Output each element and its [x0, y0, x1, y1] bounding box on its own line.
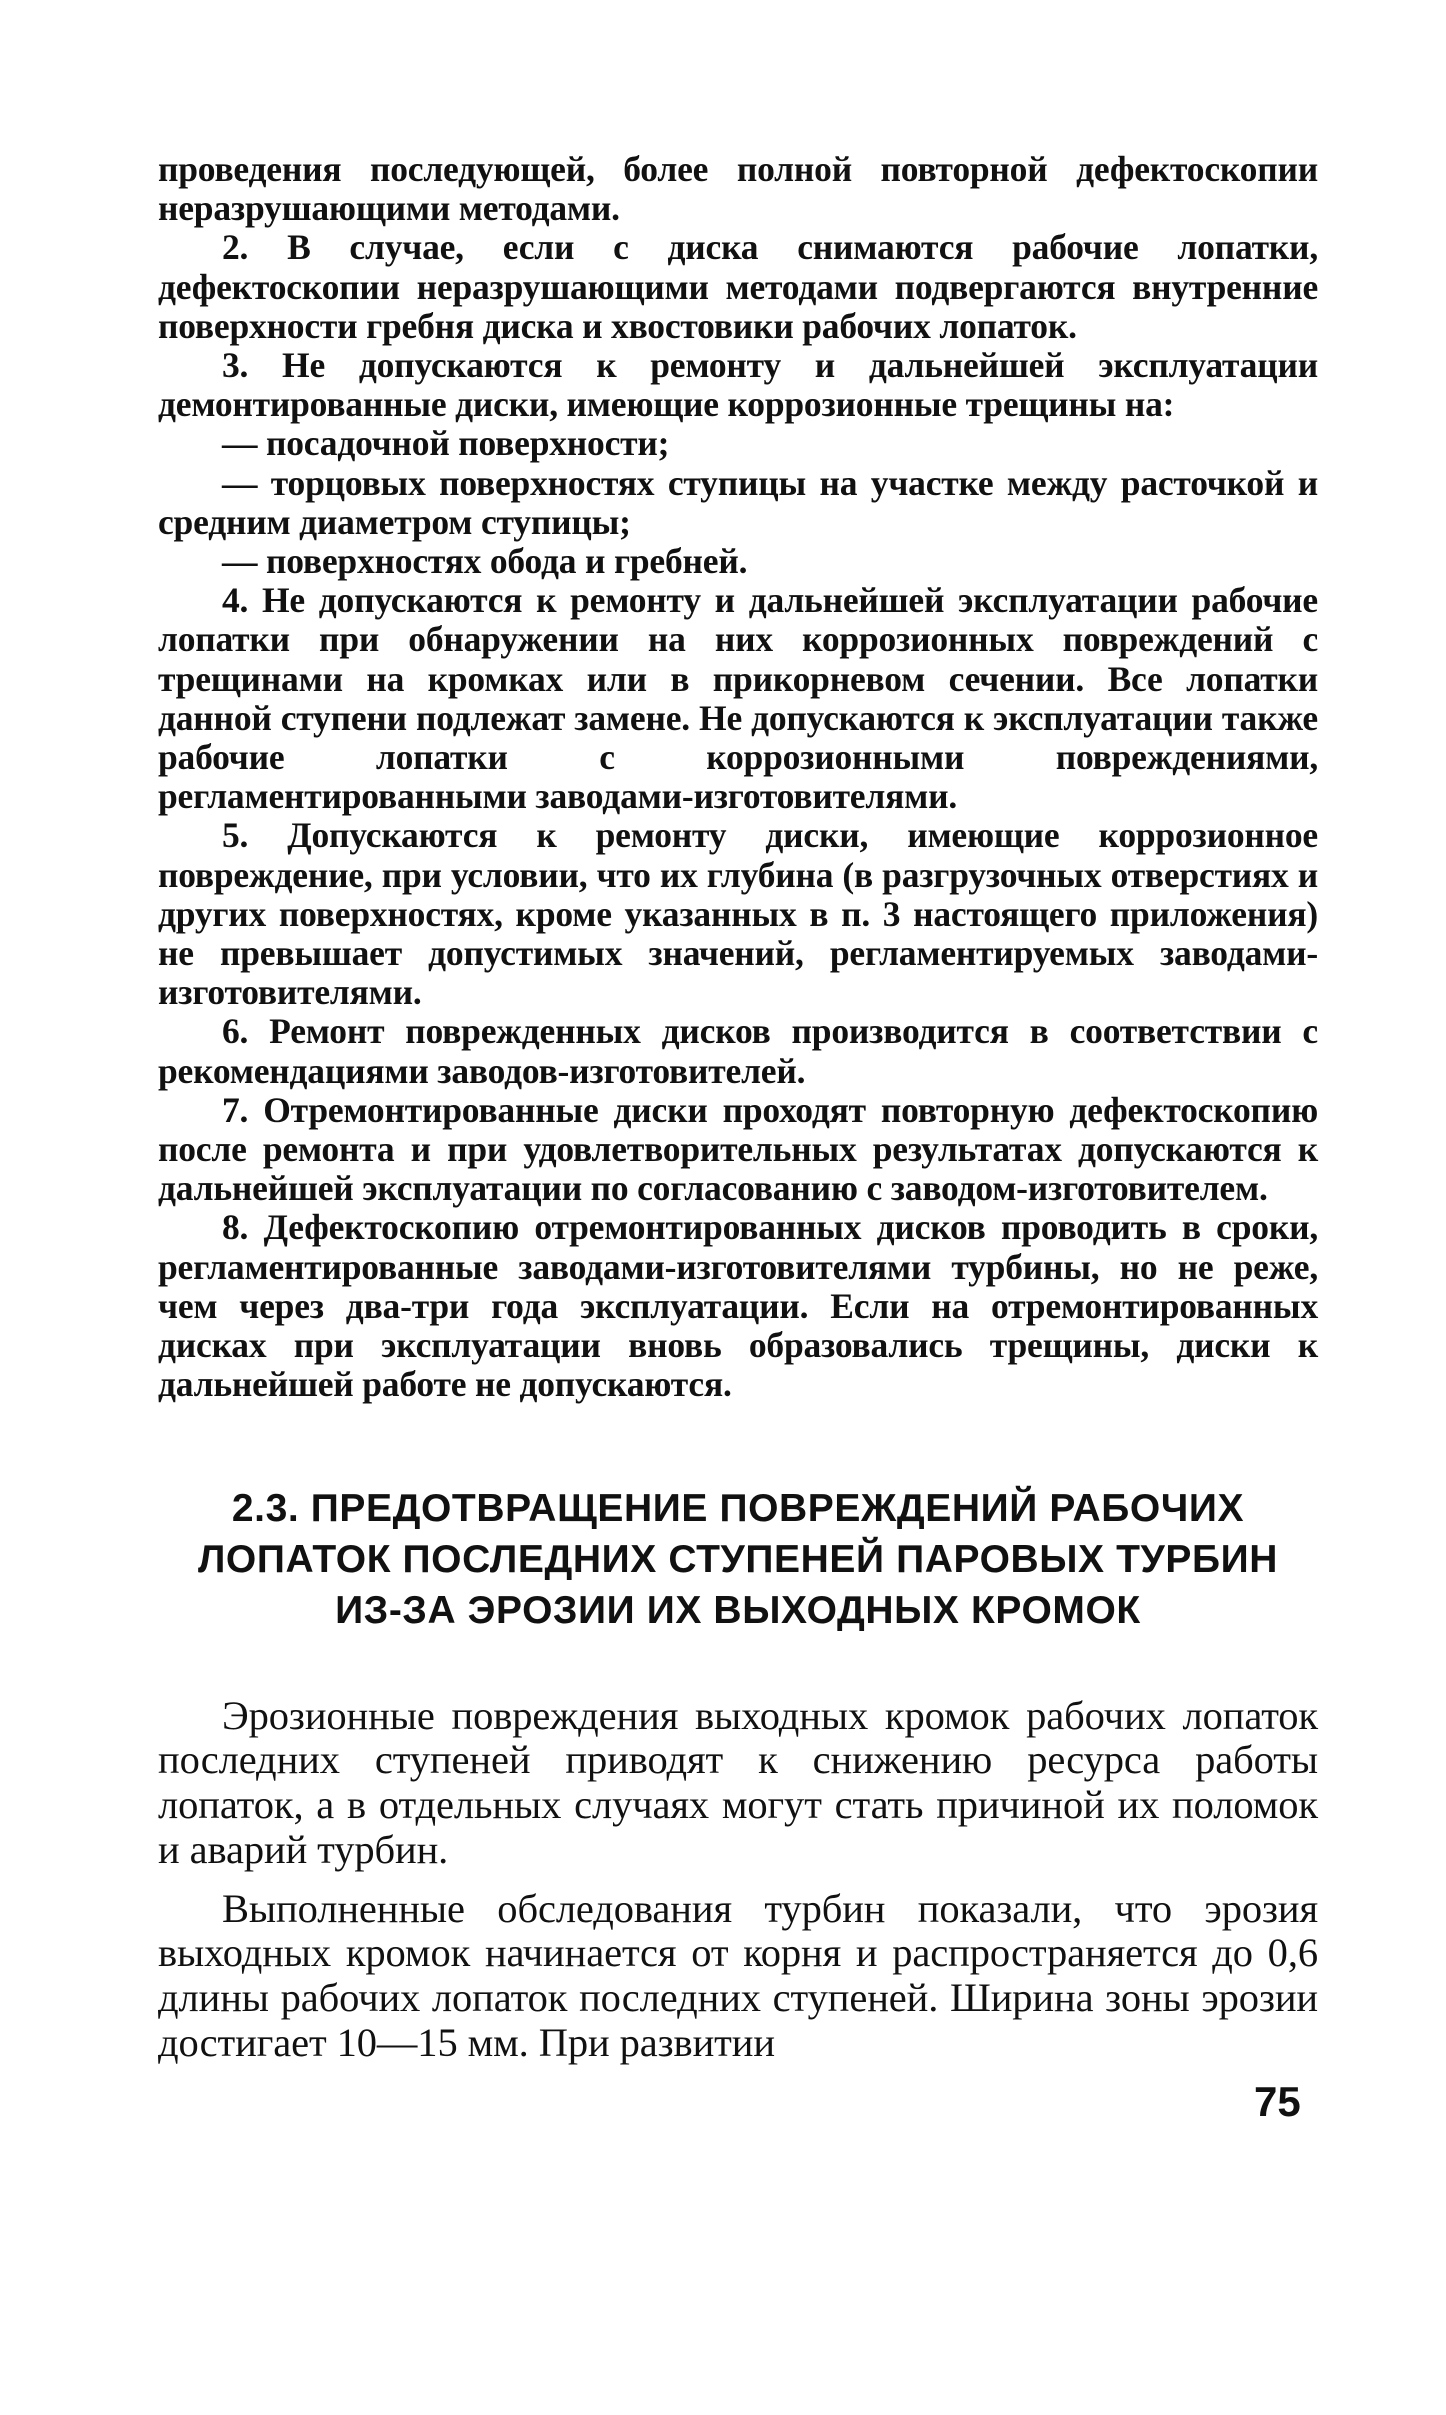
paragraph-text: Дефектоскопию отремонтированных дисков проводить в сроки, регламентированные заводами-изготовителями турбины, но не реже, чем через два-три года эксплуатации. Если на отремонтированных дисках при эксплуатации вновь образовались трещины, диски к дальнейшей работе не допускаются. [158, 1207, 1318, 1405]
paragraph-text: Не допускаются к ремонту и дальнейшей эксплуатации рабочие лопатки при обнаружении на них коррозионных повреждений с трещинами на кромках или в прикорневом сечении. Все лопатки данной ступени подлежат замене. Не допускаются к эксплуатации также рабочие лопатки с коррозионными повреждениями, регламентированными заводами-изготовителями. [158, 580, 1318, 817]
section-heading-line: ИЗ-ЗА ЭРОЗИИ ИХ ВЫХОДНЫХ КРОМОК [335, 1588, 1141, 1632]
dash-list-item: — поверхностях обода и гребней. [222, 541, 748, 582]
paragraph-1-continuation [158, 150, 1318, 228]
paragraph-number: 5. [222, 815, 249, 856]
section-heading-line: 2.3. ПРЕДОТВРАЩЕНИЕ ПОВРЕЖДЕНИЙ РАБОЧИХ [231, 1486, 1245, 1530]
page-number: 75 [1254, 2078, 1301, 2125]
paragraph-number: 2. [222, 227, 249, 268]
body-paragraph: Выполненные обследования турбин показали, что эрозия выходных кромок начинается от корня и распространяется до 0,6 длины рабочих лопаток последних ступеней. Ширина зоны эрозии достигает 10—15 мм. При развитии [158, 1885, 1318, 2066]
paragraph-2 [158, 228, 1318, 346]
paragraph-text: В случае, если с диска снимаются рабочие лопатки, дефектоскопии неразрушающими методами подвергаются внутренние поверхности гребня диска и хвостовики рабочих лопаток. [158, 227, 1318, 346]
section-heading [158, 1483, 1318, 1636]
section-heading-line: ЛОПАТОК ПОСЛЕДНИХ СТУПЕНЕЙ ПАРОВЫХ ТУРБИН [197, 1537, 1279, 1581]
paragraph-text: Допускаются к ремонту диски, имеющие коррозионное повреждение, при условии, что их глубина (в разгрузочных отверстиях и других поверхностях, кроме указанных в п. 3 настоящего приложения) не превышает допустимых значений, регламентируемых заводами-изготовителями. [158, 815, 1318, 1013]
paragraph-6 [158, 1012, 1318, 1090]
paragraph-4 [158, 581, 1318, 816]
paragraph-number: 8. [222, 1207, 249, 1248]
paragraph-text: Не допускаются к ремонту и дальнейшей эксплуатации демонтированные диски, имеющие коррозионные трещины на: [158, 345, 1318, 425]
dash-list-item: — посадочной поверхности; [222, 423, 670, 464]
paragraph-number: 3. [222, 345, 249, 386]
paragraph-text: Отремонтированные диски проходят повторную дефектоскопию после ремонта и при удовлетворительных результатах допускаются к дальнейшей эксплуатации по согласованию с заводом-изготовителем. [158, 1089, 1318, 1209]
paragraph-number: 6. [222, 1011, 249, 1052]
paragraph-3 [158, 346, 1318, 424]
paragraph-number: 4. [222, 580, 249, 621]
dash-list-item: — торцовых поверхностях ступицы на участке между расточкой и средним диаметром ступицы; [158, 462, 1318, 542]
paragraph-text: проведения последующей, более полной повторной дефектоскопии неразрушающими методами. [158, 149, 1318, 229]
paragraph-5 [158, 816, 1318, 1012]
paragraph-number: 7. [222, 1089, 249, 1130]
paragraph-text: Ремонт поврежденных дисков производится в соответствии с рекомендациями заводов-изготовителей. [158, 1011, 1318, 1091]
body-paragraph: Эрозионные повреждения выходных кромок рабочих лопаток последних ступеней приводят к снижению ресурса работы лопаток, а в отдельных случаях могут стать причиной их поломок и аварий турбин. [158, 1692, 1318, 1872]
paragraph-8 [158, 1208, 1318, 1404]
page-content [158, 150, 1318, 2066]
paragraph-7 [158, 1091, 1318, 1209]
